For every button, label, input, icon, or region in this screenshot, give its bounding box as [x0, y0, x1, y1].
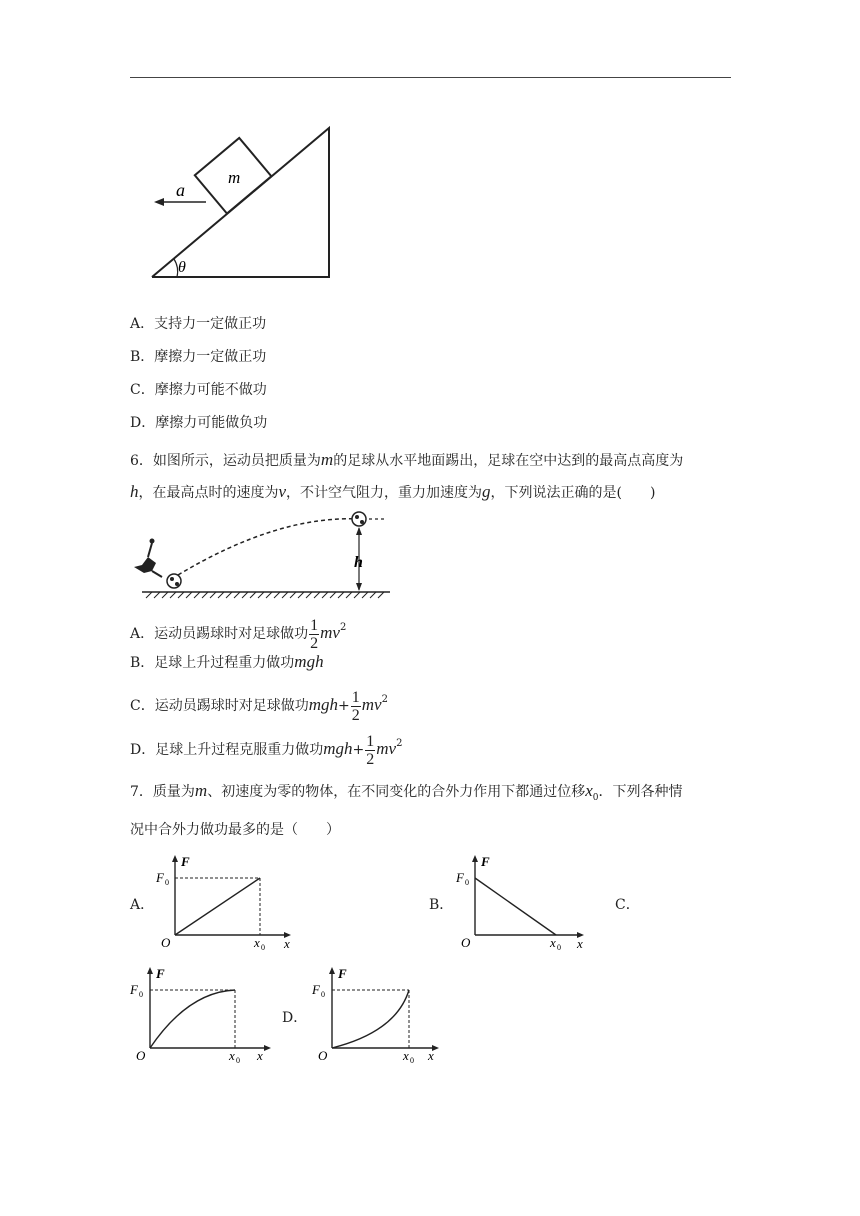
svg-text:x: x [403, 1048, 409, 1063]
svg-text:F: F [156, 966, 165, 981]
svg-text:0: 0 [261, 943, 265, 950]
q6-stem-line2: h，在最高点时的速度为v，不计空气阻力，重力加速度为g，下列说法正确的是( ) [130, 482, 656, 501]
graph-d [308, 964, 458, 1064]
q7-option-a-label: A． [130, 897, 155, 913]
svg-text:0: 0 [465, 878, 469, 887]
svg-text:0: 0 [410, 1056, 414, 1064]
q5-option-b: B．摩擦力一定做正功 [130, 349, 267, 365]
ball-at-top-icon [352, 512, 366, 526]
q6-option-d: D．足球上升过程克服重力做功mgh+ $\frac{1}{2}$ $mv^2$ [130, 732, 403, 768]
q7-option-b-label: B． [429, 897, 454, 913]
svg-text:O: O [318, 1048, 328, 1063]
svg-text:0: 0 [321, 990, 325, 999]
svg-text:F: F [156, 870, 164, 885]
svg-text:x: x [229, 1048, 235, 1063]
svg-text:F: F [181, 854, 190, 869]
q7-option-c-label: C． [615, 897, 640, 913]
graph-b [448, 852, 598, 950]
svg-text:0: 0 [236, 1056, 240, 1064]
svg-text:O: O [161, 935, 171, 950]
svg-text:x: x [428, 1048, 434, 1063]
svg-text:F: F [338, 966, 347, 981]
q6-option-b: B．足球上升过程重力做功mgh [130, 652, 324, 671]
svg-text:O: O [461, 935, 471, 950]
svg-text:x: x [577, 936, 583, 950]
header-rule [130, 77, 731, 78]
height-label: h [354, 554, 363, 571]
q7-stem-line1: 7．质量为m、初速度为零的物体，在不同变化的合外力作用下都通过位移$x_0$．下列各种情 [130, 781, 683, 803]
q5-option-c: C．摩擦力可能不做功 [130, 382, 267, 398]
q6-option-a: A．运动员踢球时对足球做功 $\frac{1}{2}$ $mv^2$ [130, 616, 347, 652]
svg-text:x: x [550, 935, 556, 950]
svg-text:x: x [254, 935, 260, 950]
ball-icon [167, 574, 181, 588]
svg-text:F: F [312, 982, 320, 997]
svg-text:F: F [456, 870, 464, 885]
q5-option-a: A．支持力一定做正功 [130, 316, 267, 332]
q6-stem-line1: 6．如图所示，运动员把质量为m的足球从水平地面踢出，足球在空中达到的最高点高度为 [130, 450, 684, 469]
graph-c [126, 964, 276, 1064]
incline-figure [140, 120, 340, 285]
player-icon [134, 539, 162, 578]
q6-option-c: C．运动员踢球时对足球做功mgh+ $\frac{1}{2}$ $mv^2$ [130, 688, 388, 724]
svg-text:x: x [284, 936, 290, 950]
svg-text:F: F [130, 982, 138, 997]
accel-label: a [176, 180, 185, 200]
svg-text:x: x [257, 1048, 263, 1063]
svg-text:0: 0 [557, 943, 561, 950]
svg-text:O: O [136, 1048, 146, 1063]
q7-option-d-label: D． [282, 1010, 308, 1026]
q7-stem-line2: 况中合外力做功最多的是（ ） [130, 822, 340, 838]
svg-text:0: 0 [165, 878, 169, 887]
svg-text:F: F [481, 854, 490, 869]
q5-option-d: D．摩擦力可能做负功 [130, 415, 268, 431]
graph-a [148, 852, 298, 950]
mass-label: m [228, 168, 241, 187]
football-figure [128, 505, 398, 601]
svg-text:0: 0 [139, 990, 143, 999]
angle-label: θ [178, 259, 186, 276]
